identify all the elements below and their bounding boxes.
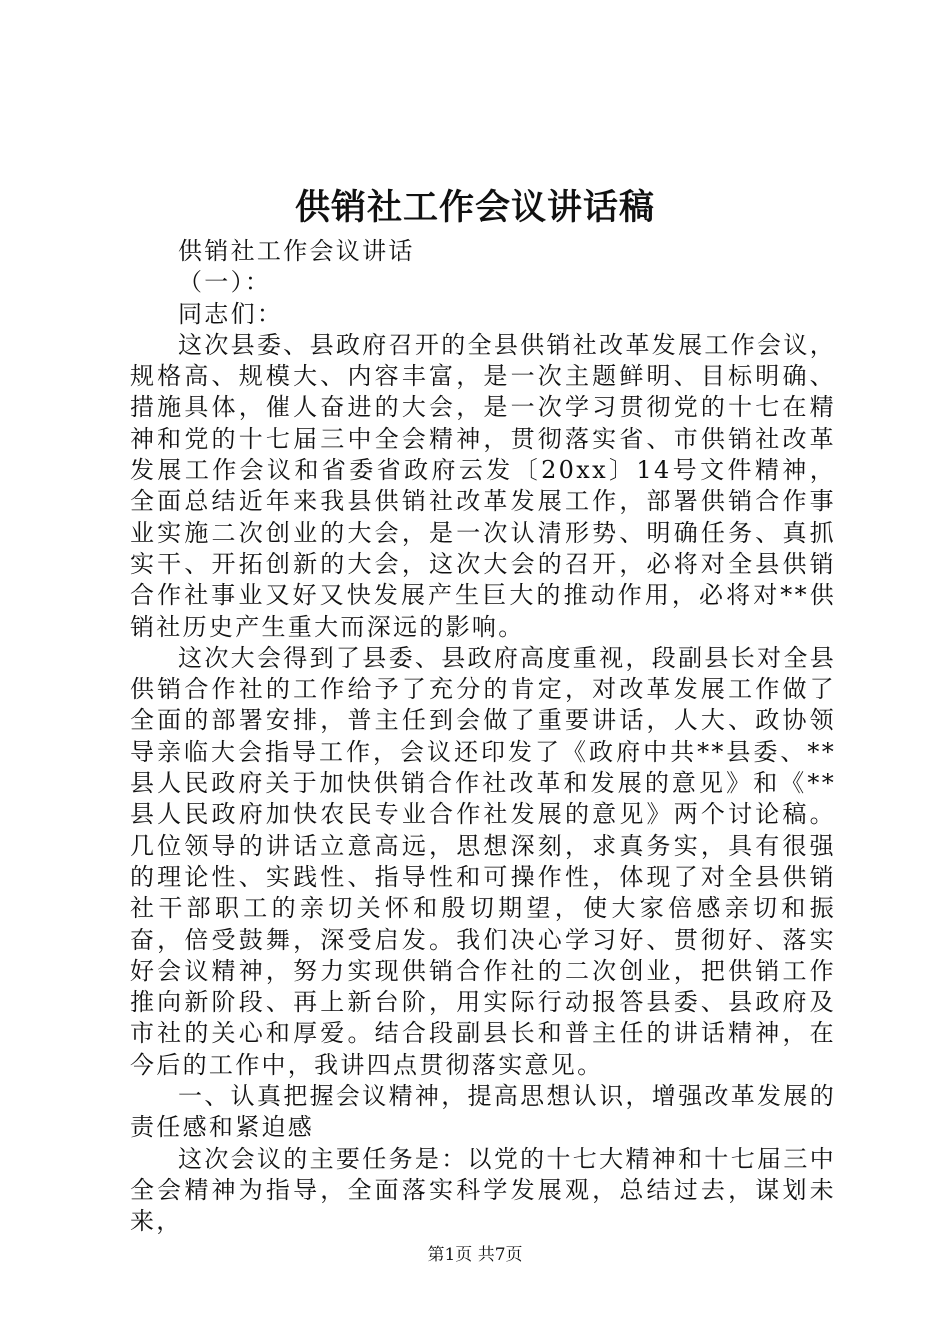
salutation-paragraph: 同志们：	[178, 299, 284, 328]
section-heading-paragraph: 一、认真把握会议精神，提高思想认识，增强改革发展的责任感和紧迫感	[130, 1082, 836, 1142]
document-title: 供销社工作会议讲话稿	[294, 187, 655, 228]
document-body	[130, 236, 836, 1238]
page-number-footer: 第1页 共7页	[427, 1245, 523, 1265]
body-paragraph: 这次会议的主要任务是：以党的十七大精神和十七届三中全会精神为指导，全面落实科学发展观，总结过去，谋划未来，	[130, 1144, 836, 1236]
body-paragraph: 这次大会得到了县委、县政府高度重视，段副县长对全县供销合作社的工作给予了充分的肯定，对改革发展工作做了全面的部署安排，普主任到会做了重要讲话，人大、政协领导亲临大会指导工作，会议还印发了《政府中共**县委、**县人民政府关于加快供销合作社改革和发展的意见》和《**县人民政府加快农民专业合作社发展的意见》两个讨论稿。几位领导的讲话立意高远，思想深刻，求真务实，具有很强的理论性、实践性、指导性和可操作性，体现了对全县供销社干部职工的亲切关怀和殷切期望，使大家倍感亲切和振奋，倍受鼓舞，深受启发。我们决心学习好、贯彻好、落实好会议精神，努力实现供销合作社的二次创业，把供销工作推向新阶段、再上新台阶，用实际行动报答县委、县政府及市社的关心和厚爱。结合段副县长和普主任的讲话精神，在今后的工作中，我讲四点贯彻落实意见。	[130, 643, 836, 1079]
body-paragraph: 这次县委、县政府召开的全县供销社改革发展工作会议，规格高、规模大、内容丰富，是一次主题鲜明、目标明确、措施具体，催人奋进的大会，是一次学习贯彻党的十七在精神和党的十七届三中全会精神，贯彻落实省、市供销社改革发展工作会议和省委省政府云发〔20xx〕14号文件精神，全面总结近年来我县供销社改革发展工作，部署供销合作事业实施二次创业的大会，是一次认清形势、明确任务、真抓实干、开拓创新的大会，这次大会的召开，必将对全县供销合作社事业又好又快发展产生巨大的推动作用，必将对**供销社历史产生重大而深远的影响。	[130, 330, 836, 641]
subtitle-paragraph: 供销社工作会议讲话	[178, 237, 415, 265]
section-number-paragraph: （一）：	[178, 268, 272, 297]
